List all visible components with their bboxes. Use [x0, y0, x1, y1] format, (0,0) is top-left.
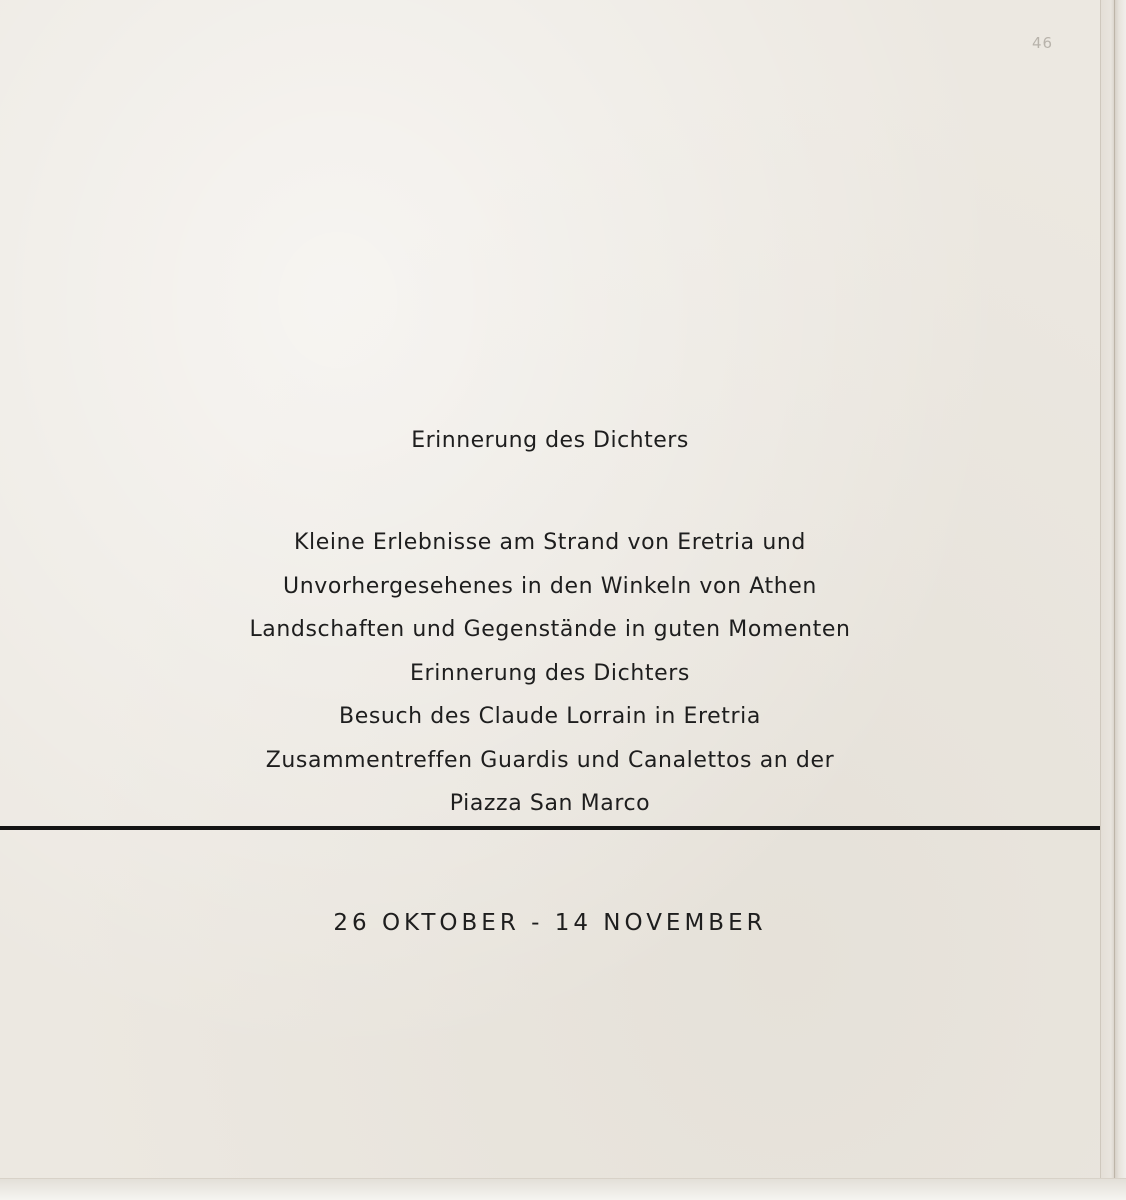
- works-list: [0, 521, 1100, 826]
- list-item: Kleine Erlebnisse am Strand von Eretria und: [294, 530, 806, 555]
- list-item: Zusammentreffen Guardis und Canalettos an der: [265, 747, 835, 773]
- list-item: Erinnerung des Dichters: [410, 660, 690, 686]
- list-item: Unvorhergesehenes in den Winkeln von Athen: [283, 573, 817, 599]
- paper-fold-line: [1114, 0, 1115, 1200]
- list-item: Besuch des Claude Lorrain in Eretria: [339, 704, 761, 729]
- list-item: Piazza San Marco: [449, 791, 651, 816]
- exhibition-dates: 26 OKTOBER - 14 NOVEMBER: [333, 910, 767, 936]
- list-item: Landschaften und Gegenstände in guten Momenten: [249, 617, 851, 642]
- paper-bottom-edge: [0, 1178, 1126, 1200]
- handwritten-page-number: 46: [1032, 34, 1054, 52]
- paper-fold-edge: [1100, 0, 1126, 1200]
- section-heading: Erinnerung des Dichters: [411, 428, 689, 453]
- horizontal-divider: [0, 826, 1126, 830]
